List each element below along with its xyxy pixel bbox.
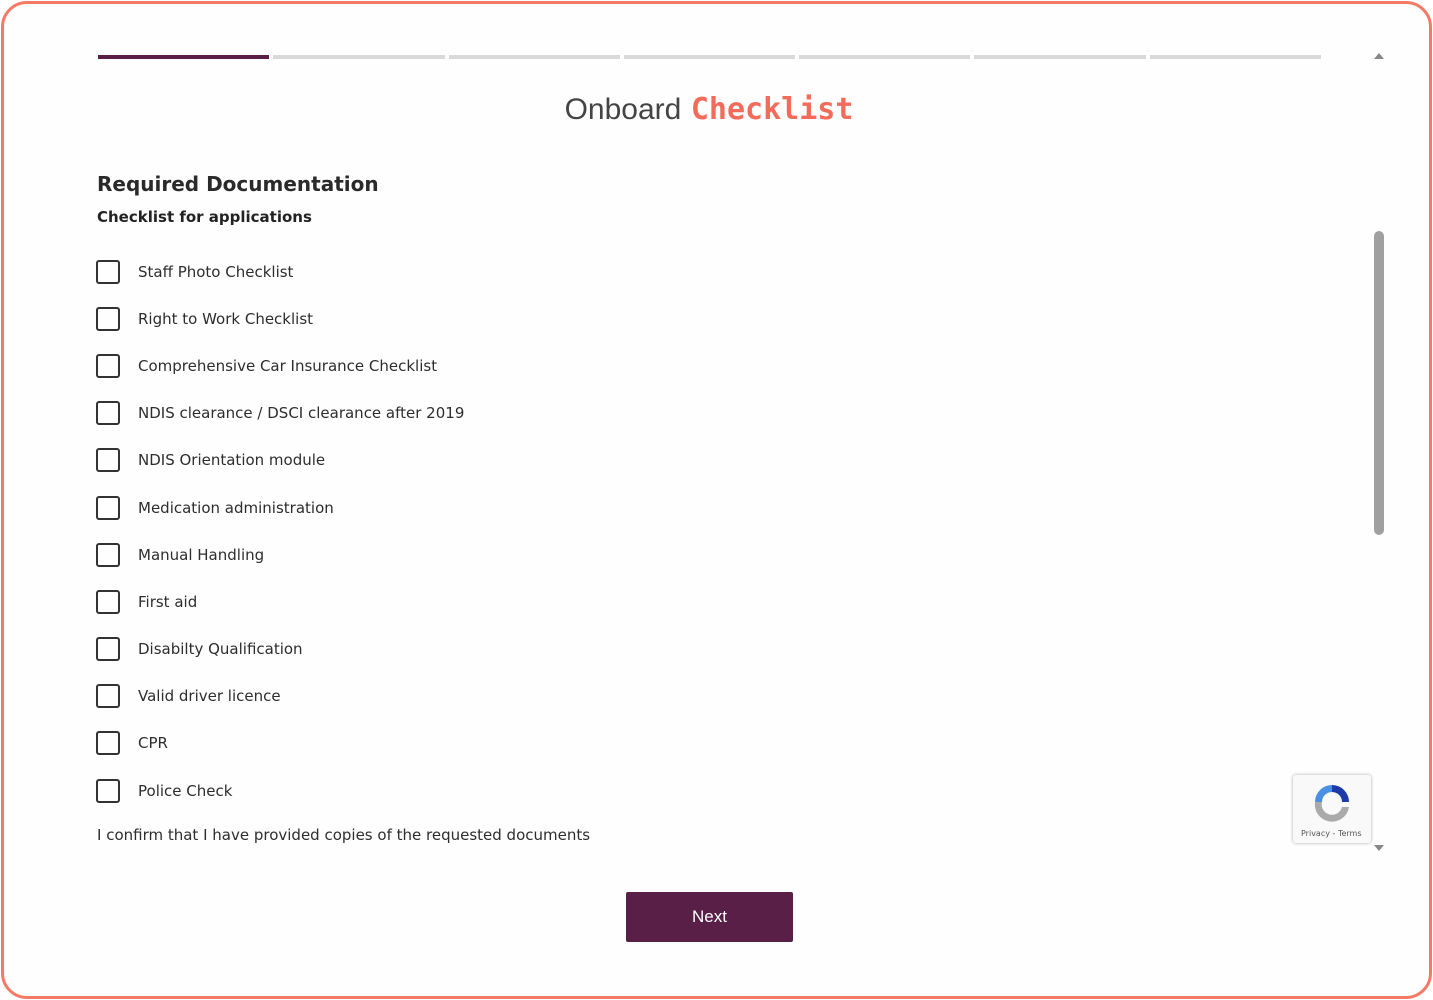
recaptcha-badge[interactable]	[1293, 775, 1371, 843]
scrollbar-thumb[interactable]	[1374, 231, 1384, 535]
checklist-item[interactable]	[96, 295, 464, 342]
checkbox[interactable]	[96, 448, 120, 472]
checklist-item[interactable]	[96, 626, 464, 673]
scroll-down-arrow-icon[interactable]	[1374, 845, 1384, 851]
checklist-item[interactable]	[96, 390, 464, 437]
recaptcha-icon	[1311, 781, 1353, 825]
checkbox[interactable]	[96, 637, 120, 661]
checkbox-label: First aid	[138, 592, 198, 611]
checkbox[interactable]	[96, 684, 120, 708]
checkbox[interactable]	[96, 354, 120, 378]
section-subtitle: Checklist for applications	[97, 208, 312, 226]
progress-segment	[98, 55, 269, 59]
checklist-item[interactable]	[96, 484, 464, 531]
checklist-item[interactable]	[96, 248, 464, 295]
checklist-item[interactable]	[96, 767, 464, 814]
checkbox[interactable]	[96, 543, 120, 567]
checkbox[interactable]	[96, 779, 120, 803]
checklist-item[interactable]	[96, 342, 464, 389]
checkbox-label: Comprehensive Car Insurance Checklist	[138, 356, 438, 375]
checklist-item[interactable]	[96, 531, 464, 578]
checklist	[96, 248, 464, 814]
page-title	[0, 92, 1418, 127]
checkbox[interactable]	[96, 731, 120, 755]
progress-segment	[449, 55, 620, 59]
checkbox-label: Medication administration	[138, 498, 334, 517]
recaptcha-links[interactable]: Privacy - Terms	[1301, 829, 1362, 838]
checkbox-label: Manual Handling	[138, 545, 265, 564]
checkbox-label: Valid driver licence	[138, 687, 281, 706]
checkbox[interactable]	[96, 401, 120, 425]
checklist-item[interactable]	[96, 673, 464, 720]
checkbox[interactable]	[96, 590, 120, 614]
confirm-text: I confirm that I have provided copies of the requested documents	[97, 826, 591, 844]
title-part-checklist: Checklist	[690, 92, 854, 127]
checkbox-label: NDIS clearance / DSCI clearance after 2019	[138, 404, 465, 423]
next-button[interactable]: Next	[626, 892, 793, 942]
progress-segment	[273, 55, 444, 59]
checklist-item[interactable]	[96, 578, 464, 625]
checkbox-label: Right to Work Checklist	[138, 309, 314, 328]
title-part-onboard: Onboard	[564, 93, 682, 126]
section-title: Required Documentation	[97, 172, 379, 196]
progress-segment	[799, 55, 970, 59]
scroll-up-arrow-icon[interactable]	[1374, 53, 1384, 59]
progress-segment	[974, 55, 1145, 59]
checklist-item[interactable]	[96, 720, 464, 767]
progress-segment	[624, 55, 795, 59]
checkbox-label: Police Check	[138, 781, 233, 800]
progress-segment	[1150, 55, 1321, 59]
checkbox-label: NDIS Orientation module	[138, 451, 326, 470]
checkbox[interactable]	[96, 260, 120, 284]
progress-bar	[98, 55, 1321, 59]
checkbox[interactable]	[96, 307, 120, 331]
checkbox-label: CPR	[138, 734, 168, 753]
checkbox-label: Staff Photo Checklist	[138, 262, 294, 281]
checkbox[interactable]	[96, 496, 120, 520]
checklist-item[interactable]	[96, 437, 464, 484]
checkbox-label: Disabilty Qualification	[138, 640, 303, 659]
